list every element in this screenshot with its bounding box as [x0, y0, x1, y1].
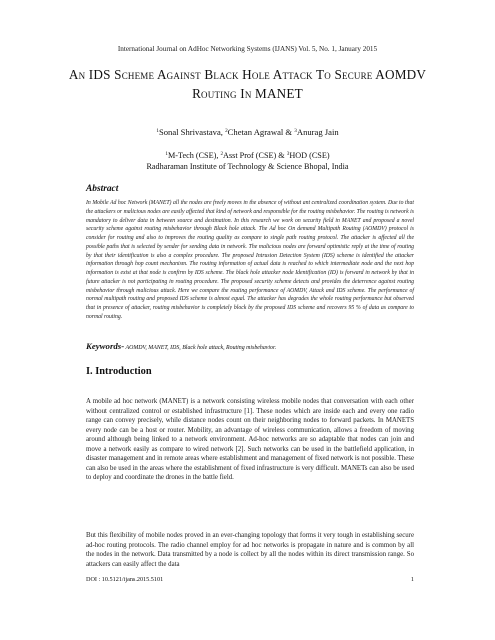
abstract-heading: Abstract: [86, 184, 119, 194]
author-name: Anurag Jain: [296, 127, 339, 137]
abstract-body: In Mobile Ad hoc Network (MANET) all the nodes are freely moves in the absence of without ant centralized coordination system. Due to that the attackers or malicious nodes are easily affected that kind of network and responsible for the routing misbehavior. The routing is network is mandatory to deliver data in between source and destination. In this research we work on security field in MANET and proposed a novel security scheme against routing misbehavior through Black hole attack. The Ad hoc On demand Multipath Routing (AOMDV) protocol is consider for routing and also to improves the routing quality as compare to single path routing protocol. The attacker is affected all the possible paths that is selected by sender for sending data in network. The malicious nodes are forward optimistic reply at the time of routing by that their identification is also a complex procedure. The proposed Intrusion Detection System (IDS) scheme is identified the attacker information through hop count mechanism. The routing information of actual data is reached to which intermediate node and the next hop information is exist at that node is confirm by IDS scheme. The black hole attacker node Identification (ID) is forward in network by that in future attacker is not participating in routing procedure. The proposed security scheme detects and provides the deterrence against routing misbehavior through malicious attack. Here we compare the routing performance of AOMDV, Attack and IDS scheme. The performance of normal multipath routing and proposed IDS scheme is almost equal. The attacker has degrades the whole routing performance but observed that in presence of attacker, routing misbehavior is completely block by the proposed IDS scheme and recovers 95 % of data as compare to normal routing.: [86, 200, 414, 320]
paper-title: An IDS Scheme Against Black Hole Attack To Secure AOMDV Routing In MANET: [68, 67, 427, 101]
role-sup: 3: [286, 151, 290, 157]
institution: Radharaman Institute of Technology & Science Bhopal, India: [146, 162, 349, 171]
role-sup: 2: [220, 151, 224, 157]
role-sup: 1: [165, 151, 169, 157]
body-paragraph: But this flexibility of mobile nodes proved in an ever-changing topology that forms it very tough in establishing secure ad-hoc routing protocols. The radio channel employ for ad hoc networks is propagate in nature and is common by all the nodes in the network. Data transmitted by a node is collect by all the nodes within its direct transmission range. So attackers can easily affect the data: [86, 532, 414, 568]
author-sup: 3: [294, 128, 297, 134]
author-sup: 2: [225, 128, 228, 134]
author-name: Chetan Agrawal &: [227, 127, 295, 137]
author-name: Sonal Shrivastava,: [158, 127, 226, 137]
doi-text: DOI : 10.5121/ijans.2015.5101: [86, 576, 164, 583]
section-heading: I. Introduction: [86, 366, 152, 377]
keywords-text: AOMDV, MANET, IDS, Black hole attack, Routing misbehavior.: [124, 345, 277, 351]
author-list: [0, 127, 495, 138]
role-text: Asst Prof (CSE) &: [223, 151, 287, 160]
keywords: [86, 341, 416, 351]
author-sup: 1: [156, 128, 159, 134]
affiliation-roles: [0, 150, 495, 161]
page-footer: [86, 576, 414, 583]
page-number: 1: [410, 576, 414, 583]
role-text: HOD (CSE): [289, 151, 330, 160]
journal-header: International Journal on AdHoc Networking Systems (IJANS) Vol. 5, No. 1, January 2015: [117, 45, 378, 53]
body-paragraph: A mobile ad hoc network (MANET) is a network consisting wireless mobile nodes that conversation with each other without centralized control or established infrastructure [1]. These nodes which are inside each and every one radio range can convey precisely, while distance nodes count on their neighboring nodes to forward packets. In MANETS every node can be a host or router. Mobility, an advantage of wireless communication, allows a freedom of moving around although being linked to a network environment. Ad-hoc networks are so adaptable that nodes can join and move a network easily as compare to wired network [2]. Such networks can be used in the battlefield application, in disaster management and in remote areas where establishment and management of fixed network is not possible. These can also be used in the areas where the establishment of fixed infrastructure is very difficult. MANETs can also be used to deploy and coordinate the drones in the battle field.: [86, 398, 414, 481]
keywords-label: Keywords-: [86, 341, 125, 351]
role-text: M-Tech (CSE),: [168, 151, 221, 160]
